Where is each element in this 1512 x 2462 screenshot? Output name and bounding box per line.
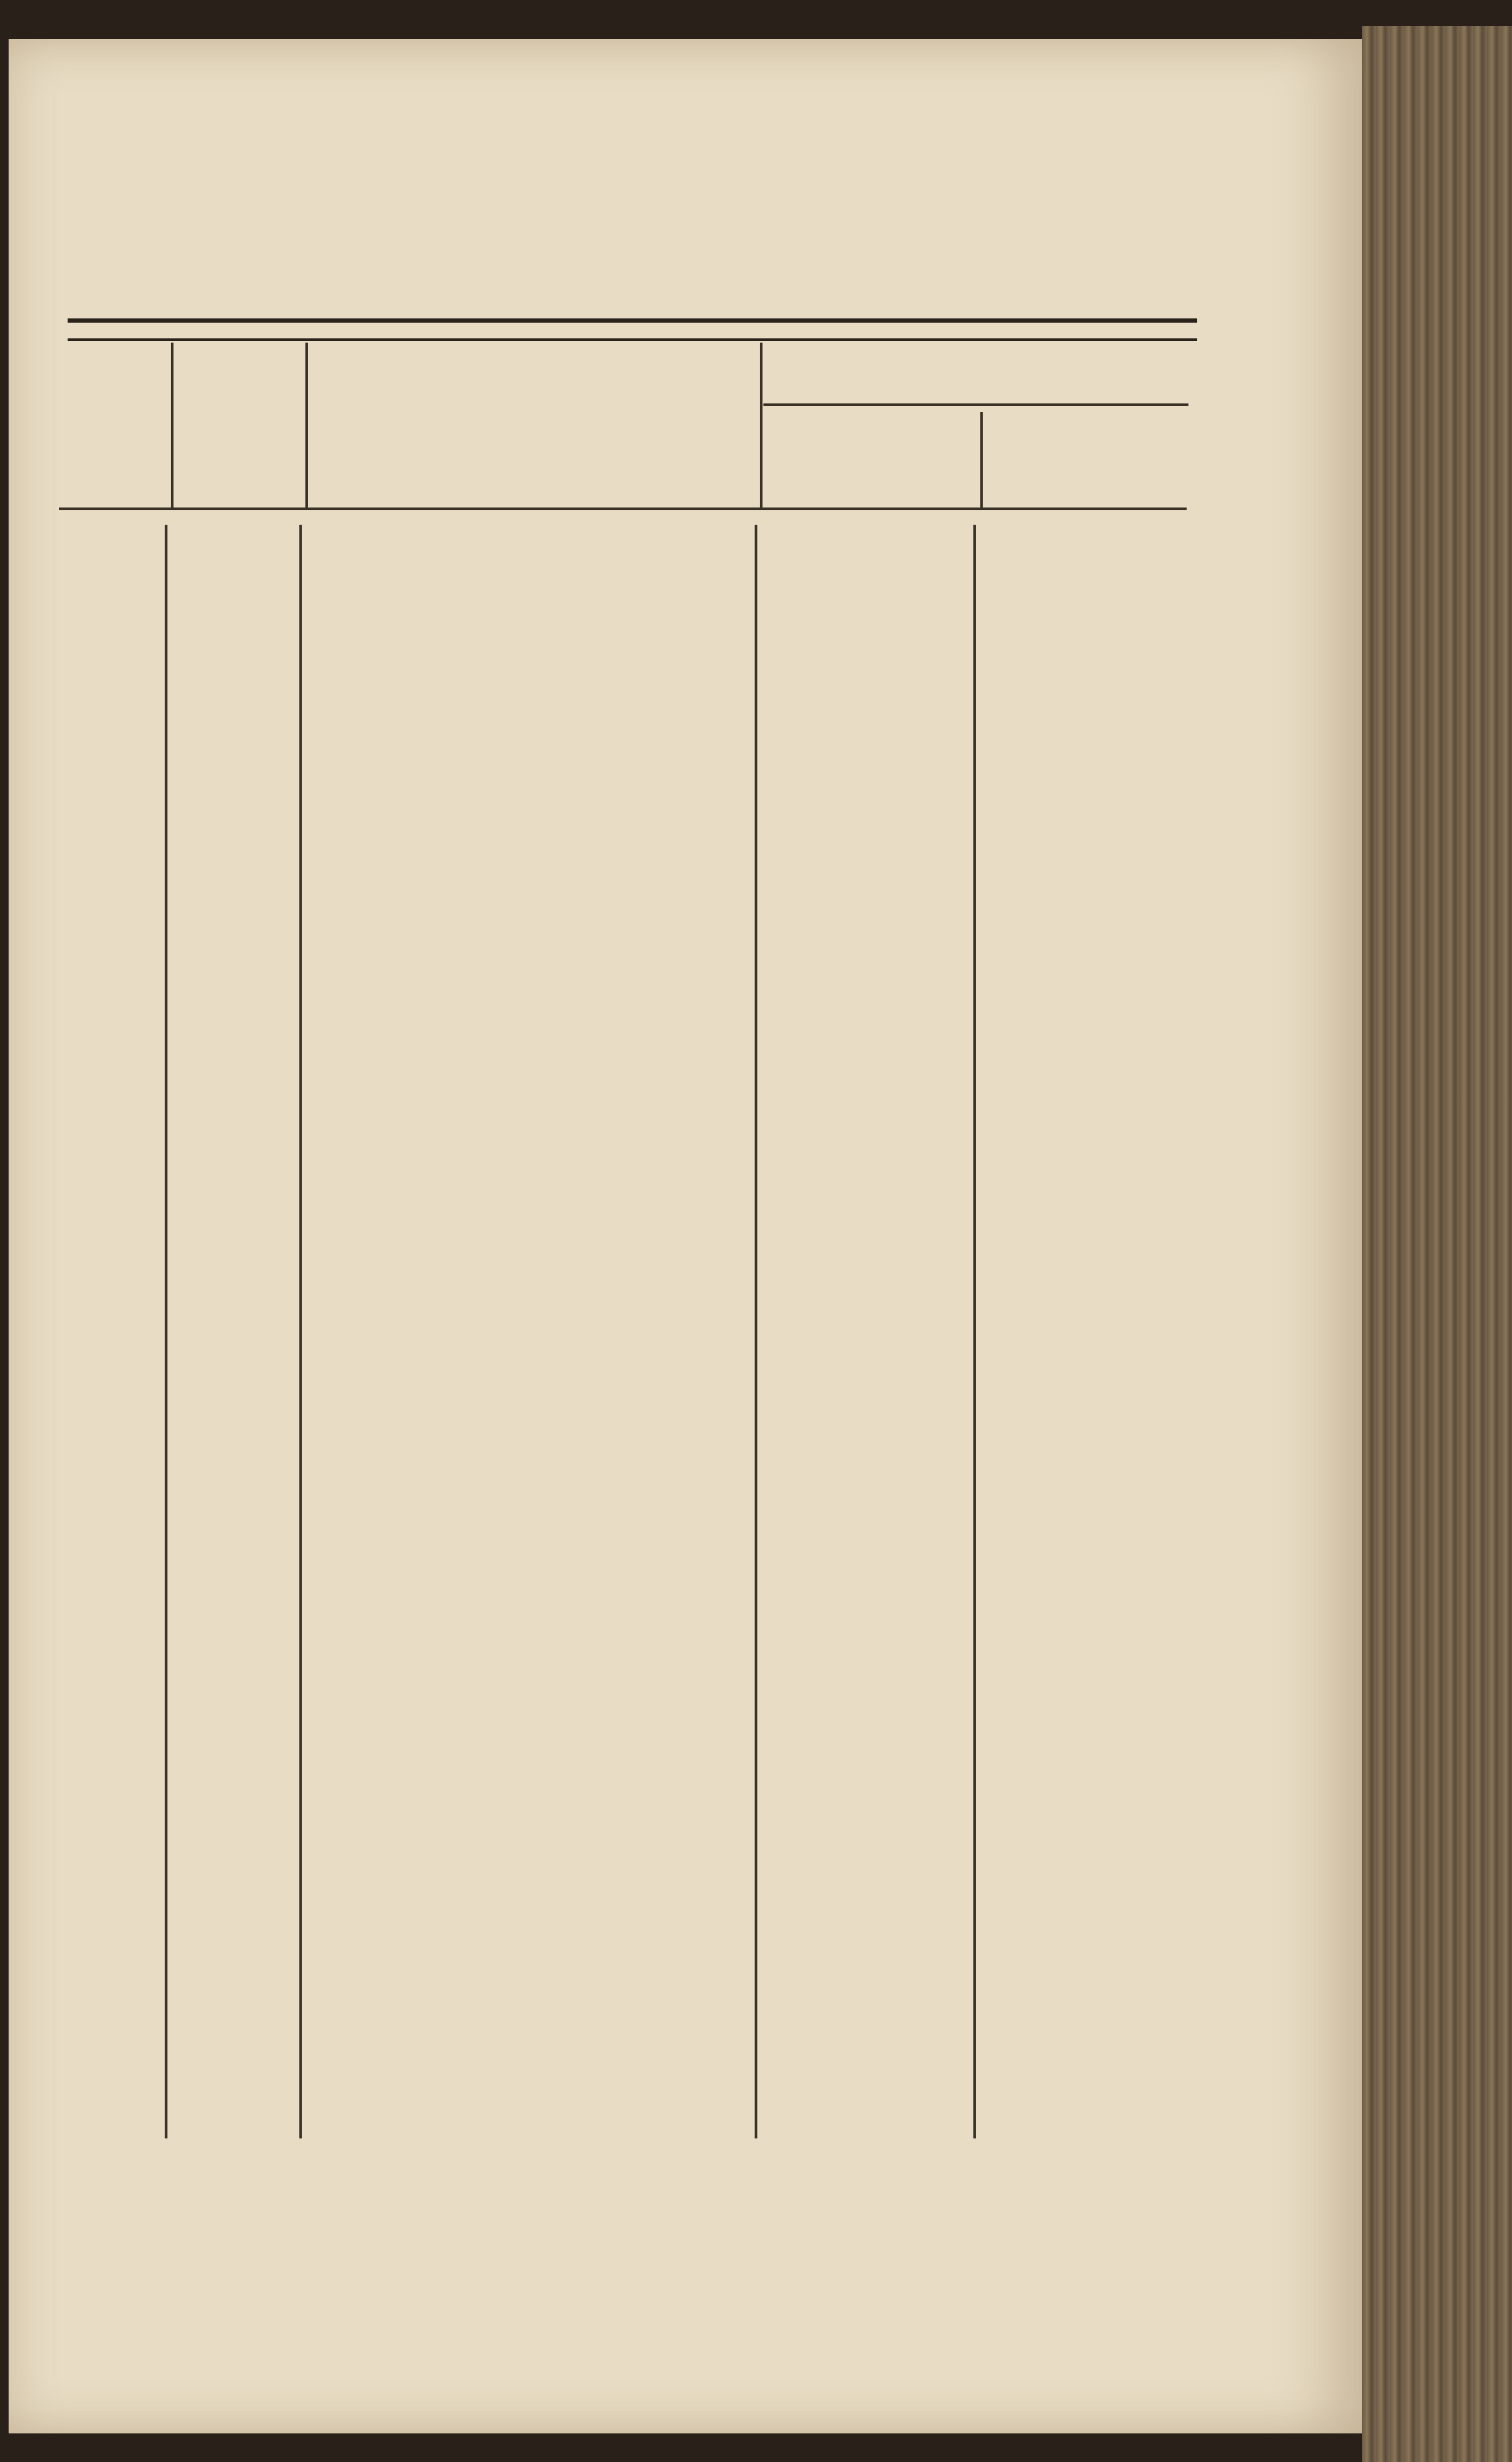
col-divider-3-head [760, 343, 763, 507]
header-benennung-rule [763, 403, 1188, 406]
col-divider-2-head [305, 343, 308, 507]
header-bottom-rule [59, 507, 1187, 510]
binding-shadow [0, 0, 1512, 39]
book-page [9, 39, 1362, 2433]
header-top-rule [68, 318, 1197, 341]
col-divider-3 [755, 525, 757, 2138]
col-divider-1 [165, 525, 167, 2138]
col-divider-4 [973, 525, 976, 2138]
page-edges [1362, 26, 1512, 2462]
col-divider-1-head [171, 343, 173, 507]
col-divider-2 [299, 525, 302, 2138]
col-divider-4-head [980, 412, 983, 507]
